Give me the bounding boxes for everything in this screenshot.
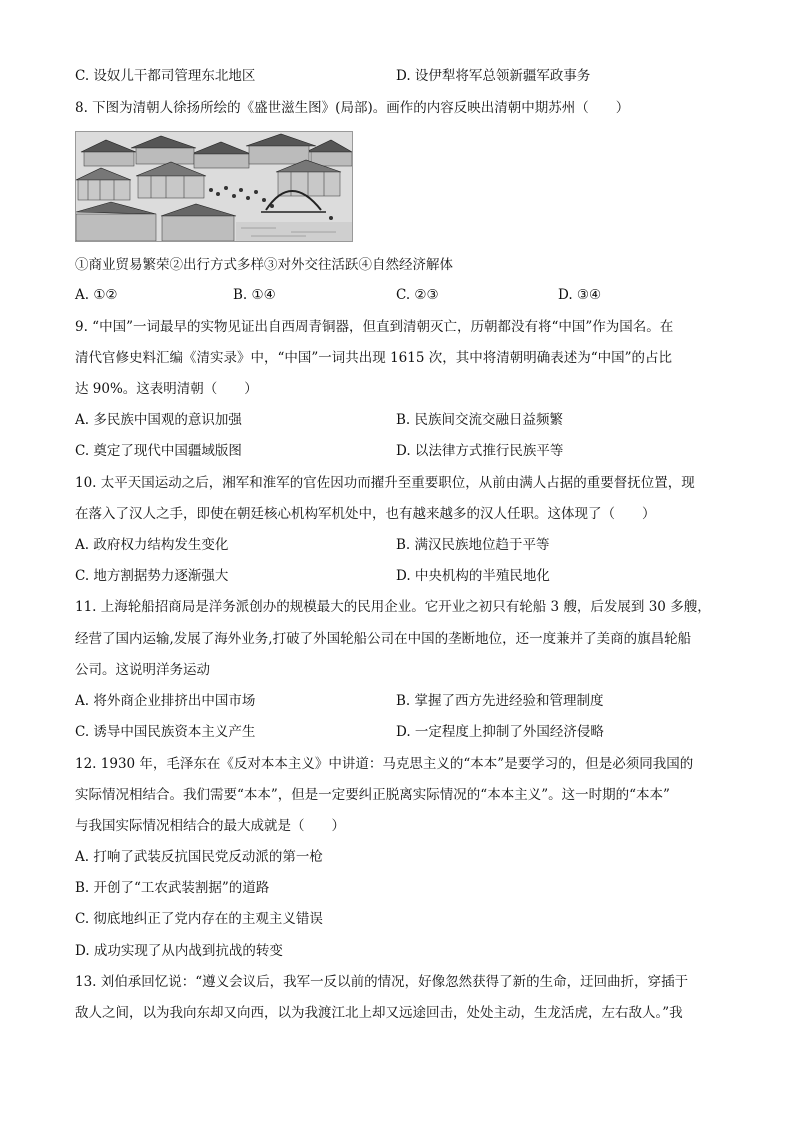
q12-option-b: B. 开创了“工农武装割据”的道路 (75, 880, 270, 896)
q11-option-d: D. 一定程度上抑制了外国经济侵略 (396, 724, 604, 740)
q9-option-d: D. 以法律方式推行民族平等 (396, 443, 564, 459)
q12-line-2: 实际情况相结合。我们需要“本本”，但是一定要纠正脱离实际情况的“本本主义”。这一时期的“本本” (75, 787, 670, 803)
q10-option-a: A. 政府权力结构发生变化 (75, 537, 229, 553)
q10-line-1: 10. 太平天国运动之后，湘军和淮军的官佐因功而擢升至重要职位，从前由满人占据的重要督抚位置，现 (75, 475, 695, 491)
q8-items: ①商业贸易繁荣②出行方式多样③对外交往活跃④自然经济解体 (75, 257, 453, 273)
q9-option-a: A. 多民族中国观的意识加强 (75, 412, 242, 428)
q10-line-2: 在落入了汉人之手，即使在朝廷核心机构军机处中，也有越来越多的汉人任职。这体现了（ ） (75, 506, 656, 522)
q12-option-c: C. 彻底地纠正了党内存在的主观主义错误 (75, 911, 323, 927)
q10-option-b: B. 满汉民族地位趋于平等 (396, 537, 550, 553)
q7-option-c: C. 设奴儿干都司管理东北地区 (75, 68, 256, 84)
q8-option-a: A. ①② (75, 287, 118, 303)
q12-option-a: A. 打响了武装反抗国民党反动派的第一枪 (75, 849, 323, 865)
q12-line-3: 与我国实际情况相结合的最大成就是（ ） (75, 818, 345, 834)
q11-option-a: A. 将外商企业排挤出中国市场 (75, 693, 256, 709)
q8-option-b: B. ①④ (233, 287, 276, 303)
q7-option-d: D. 设伊犁将军总领新疆军政事务 (396, 68, 591, 84)
q9-line-2: 清代官修史料汇编《清实录》中，“中国”一词共出现 1615 次，其中将清朝明确表述为“中国”的占比 (75, 350, 673, 366)
q11-line-2: 经营了国内运输,发展了海外业务,打破了外国轮船公司在中国的垄断地位，还一度兼并了美商的旗昌轮船 (75, 631, 692, 647)
q9-option-b: B. 民族间交流交融日益频繁 (396, 412, 564, 428)
q11-option-b: B. 掌握了西方先进经验和管理制度 (396, 693, 604, 709)
q9-line-3: 达 90%。这表明清朝（ ） (75, 381, 258, 397)
q13-line-1: 13. 刘伯承回忆说：“遵义会议后，我军一反以前的情况，好像忽然获得了新的生命，迂回曲折，穿插于 (75, 974, 689, 990)
q11-line-3: 公司。这说明洋务运动 (75, 662, 210, 678)
painting-illustration (76, 132, 352, 241)
q8-stem: 8. 下图为清朝人徐扬所绘的《盛世滋生图》(局部)。画作的内容反映出清朝中期苏州（ ） (75, 100, 630, 116)
q12-line-1: 12. 1930 年，毛泽东在《反对本本主义》中讲道：马克思主义的“本本”是要学习的，但是必须同我国的 (75, 756, 694, 772)
q10-option-c: C. 地方割据势力逐渐强大 (75, 568, 229, 584)
q12-option-d: D. 成功实现了从内战到抗战的转变 (75, 943, 283, 959)
q10-option-d: D. 中央机构的半殖民地化 (396, 568, 550, 584)
q11-option-c: C. 诱导中国民族资本主义产生 (75, 724, 256, 740)
q8-option-d: D. ③④ (558, 287, 602, 303)
painting-image (75, 131, 353, 242)
q8-option-c: C. ②③ (396, 287, 439, 303)
q9-option-c: C. 奠定了现代中国疆域版图 (75, 443, 242, 459)
q9-line-1: 9. “中国”一词最早的实物见证出自西周青铜器，但直到清朝灭亡，历朝都没有将“中国”作为国名。在 (75, 319, 674, 335)
q13-line-2: 敌人之间，以为我向东却又向西，以为我渡江北上却又远途回击，处处主动，生龙活虎，左右敌人。”我 (75, 1005, 683, 1021)
q11-line-1: 11. 上海轮船招商局是洋务派创办的规模最大的民用企业。它开业之初只有轮船 3 艘，后发展到 30 多艘， (75, 599, 711, 615)
